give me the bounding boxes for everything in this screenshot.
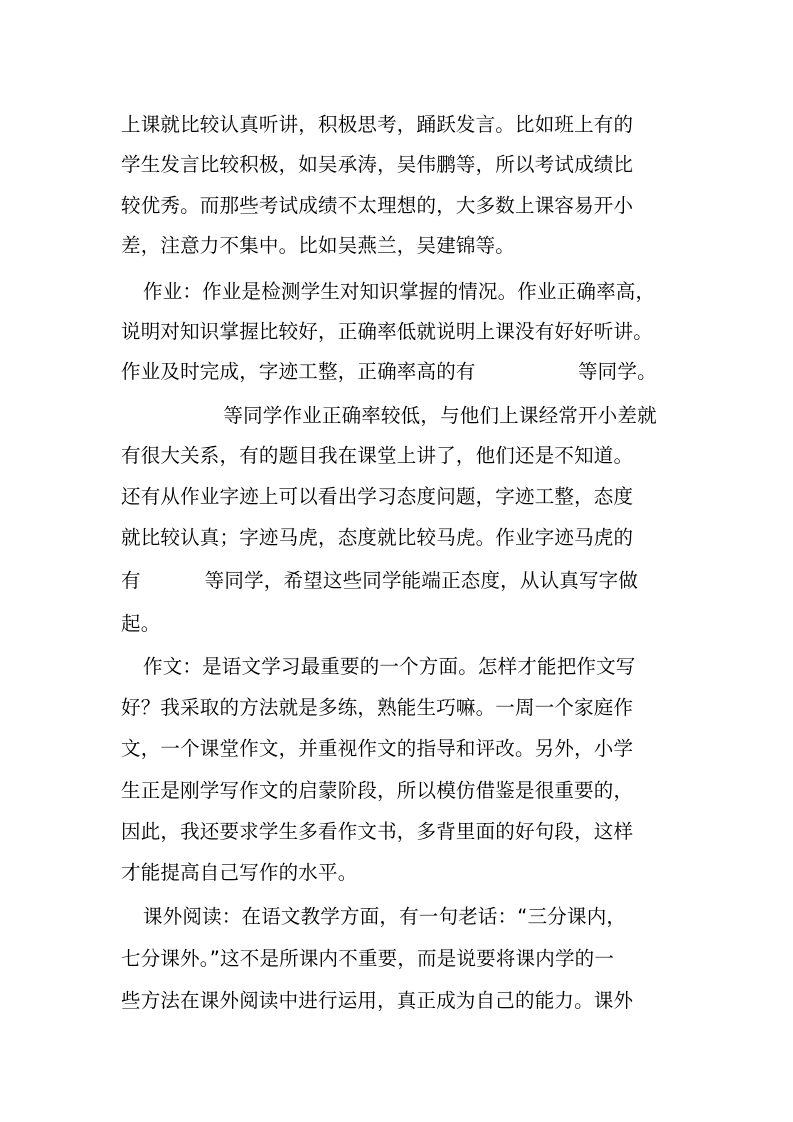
text-line: 作业及时完成，字迹工整，正确率高的有 等同学。	[121, 360, 657, 383]
text-line: 文，一个课堂作文，并重视作文的指导和评改。另外，小学	[121, 737, 634, 760]
text-line: 就比较认真；字迹马虎，态度就比较马虎。作业字迹马虎的	[121, 526, 634, 549]
text-line: 差，注意力不集中。比如吴燕兰，吴建锦等。	[121, 234, 516, 257]
text-line: 些方法在课外阅读中进行运用，真正成为自己的能力。课外	[121, 989, 634, 1012]
text-line: 学生发言比较积极，如吴承涛，吴伟鹏等，所以考试成绩比	[121, 153, 634, 176]
text-line: 有 等同学，希望这些同学能端正态度，从认真写字做	[121, 569, 639, 592]
text-line: 上课就比较认真听讲，积极思考，踊跃发言。比如班上有的	[121, 113, 634, 136]
paragraph-start-line: 作文：是语文学习最重要的一个方面。怎样才能把作文写	[143, 655, 636, 678]
text-line: 因此，我还要求学生多看作文书，多背里面的好句段，这样	[121, 820, 634, 843]
paragraph-start-line: 课外阅读：在语文教学方面，有一句老话：“三分课内，	[143, 905, 627, 928]
text-line: 说明对知识掌握比较好，正确率低就说明上课没有好好听讲。	[121, 320, 653, 343]
text-line: 起。	[121, 612, 161, 635]
text-line: 还有从作业字迹上可以看出学习态度问题，字迹工整，态度	[121, 485, 634, 508]
text-line: 生正是刚学写作文的启蒙阶段，所以模仿借鉴是很重要的，	[121, 779, 634, 802]
text-line: 有很大关系，有的题目我在课堂上讲了，他们还是不知道。	[121, 444, 634, 467]
text-line: 才能提高自己写作的水平。	[121, 861, 358, 884]
text-line: 七分课外。”这不是所课内不重要，而是说要将课内学的一	[121, 947, 615, 970]
text-line: 等同学作业正确率较低，与他们上课经常开小差就	[121, 404, 657, 427]
paragraph-start-line: 作业：作业是检测学生对知识掌握的情况。作业正确率高，	[143, 280, 656, 303]
text-line: 较优秀。而那些考试成绩不太理想的，大多数上课容易开小	[121, 194, 634, 217]
text-line: 好？我采取的方法就是多练，熟能生巧嘛。一周一个家庭作	[121, 696, 634, 719]
